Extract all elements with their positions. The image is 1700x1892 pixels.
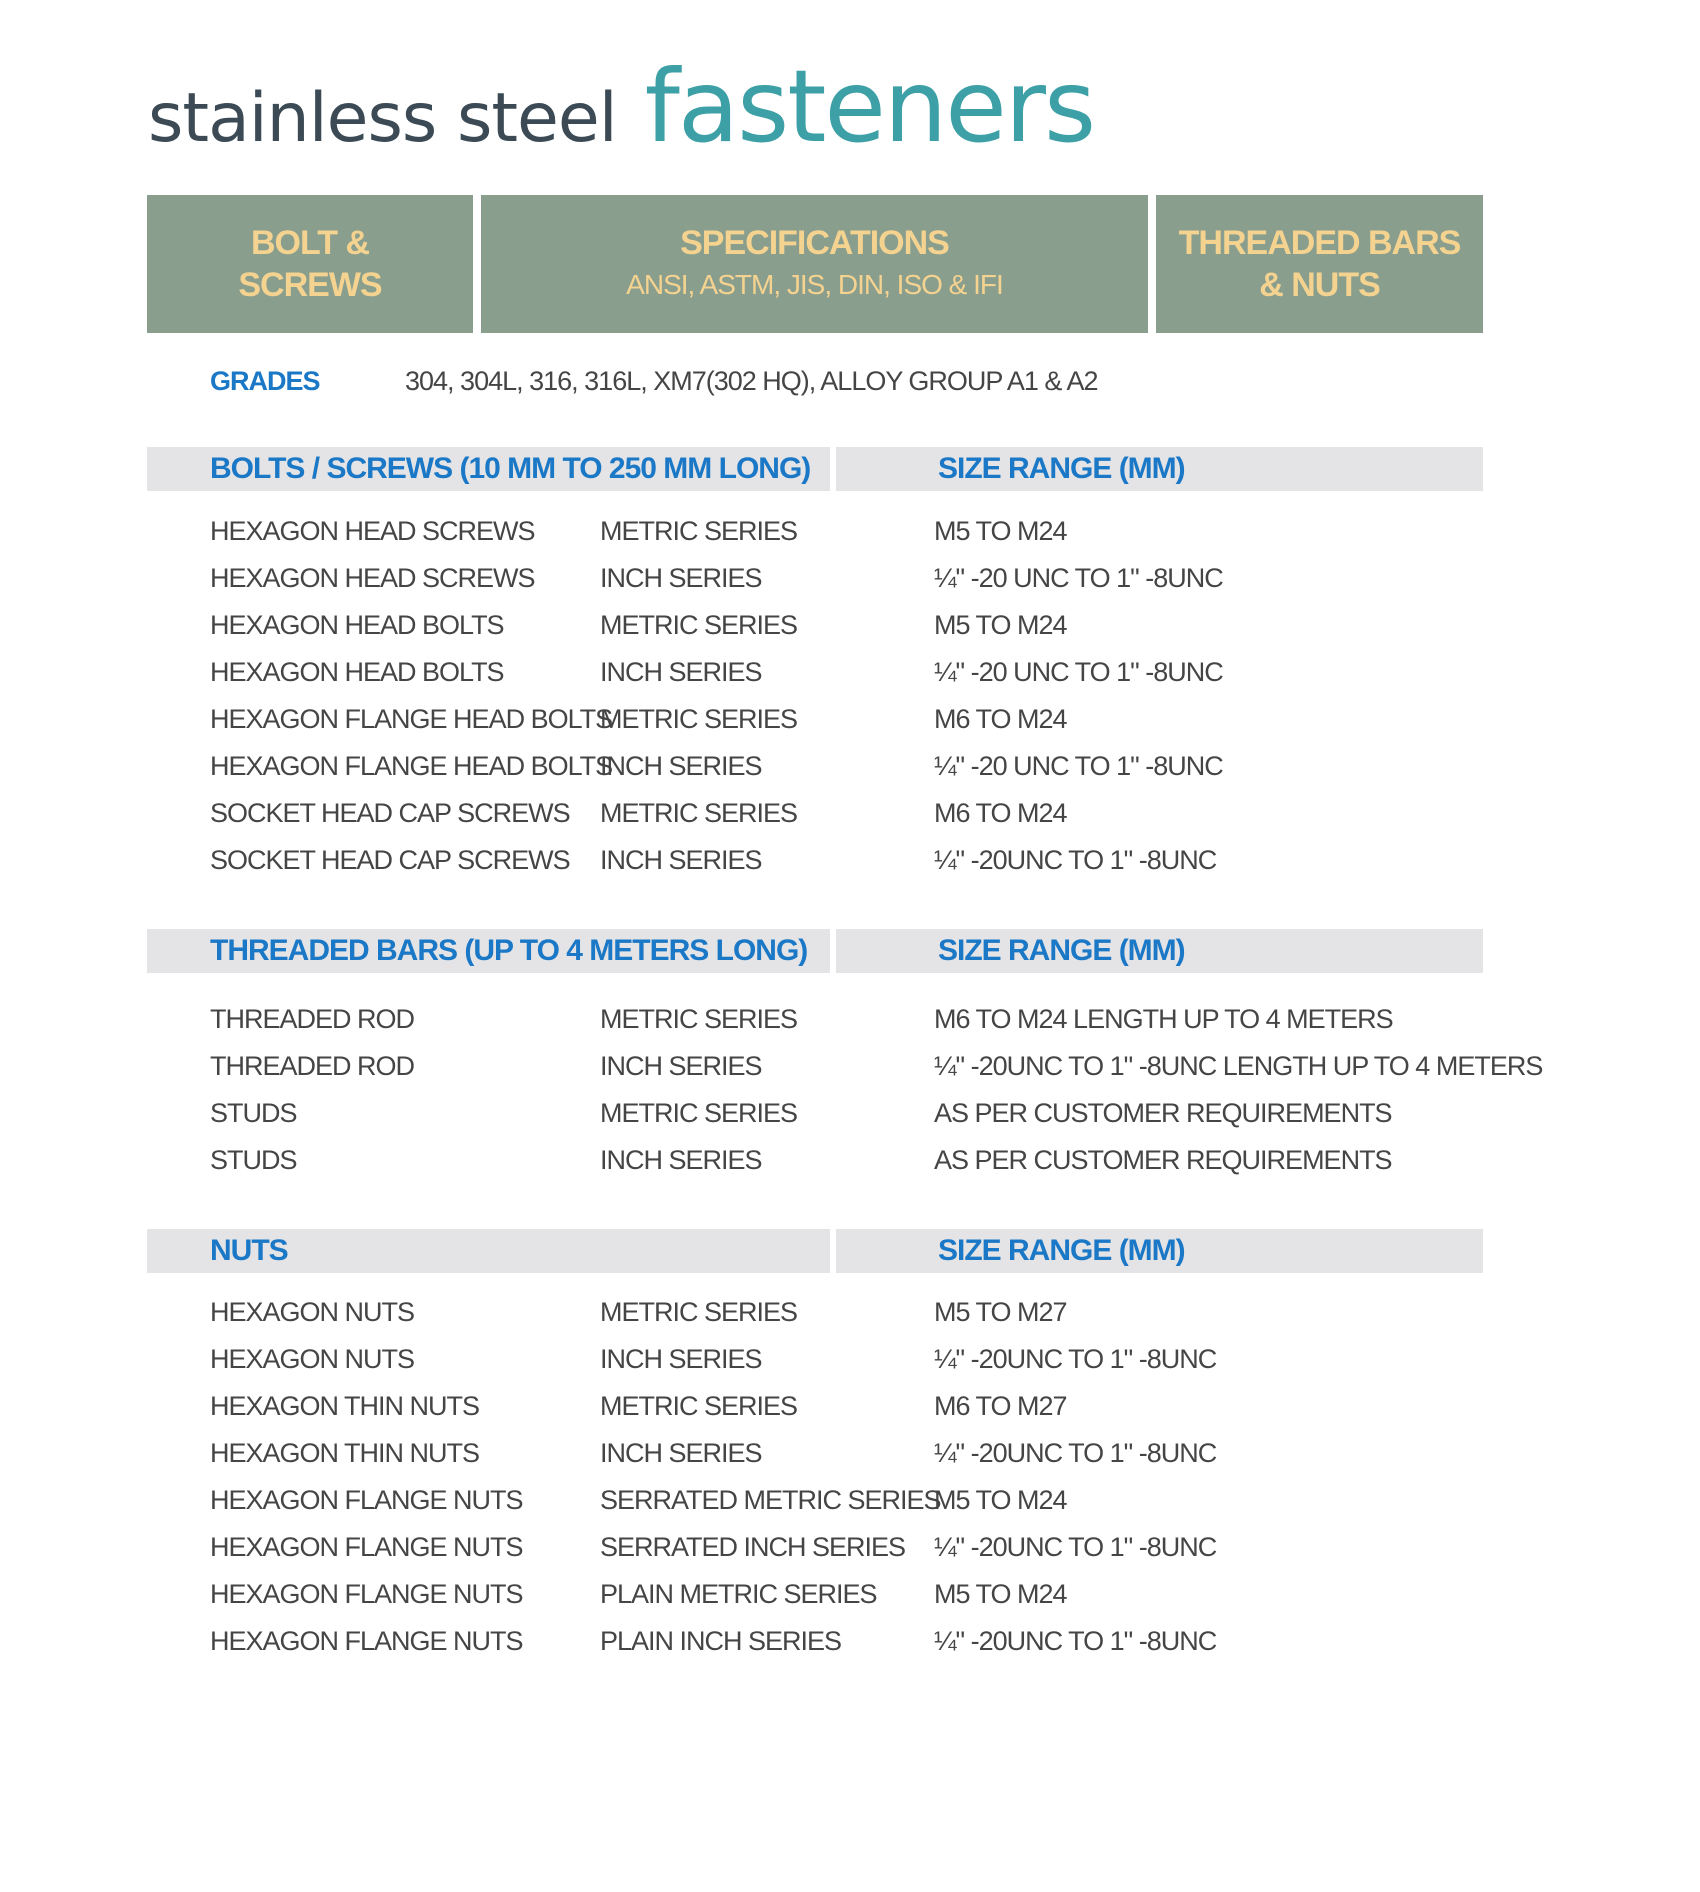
size-range: AS PER CUSTOMER REQUIREMENTS [934, 1098, 1392, 1128]
banner-spec-line1: SPECIFICATIONS [680, 224, 949, 262]
size-range: M5 TO M24 [934, 516, 1067, 546]
size-range: M5 TO M24 [934, 610, 1067, 640]
product-name: HEXAGON HEAD SCREWS [210, 563, 535, 593]
section-nuts-heading: NUTS [210, 1234, 288, 1267]
size-range: ¼" -20UNC TO 1" -8UNC [934, 1532, 1217, 1562]
product-name: HEXAGON NUTS [210, 1297, 415, 1327]
product-name: HEXAGON FLANGE NUTS [210, 1485, 523, 1515]
table-row [0, 1336, 1700, 1383]
size-range: ¼" -20UNC TO 1" -8UNC [934, 1344, 1217, 1374]
table-row [0, 1430, 1700, 1477]
page-title [148, 48, 1095, 165]
table-row [0, 602, 1700, 649]
table-row [0, 649, 1700, 696]
size-range: M5 TO M27 [934, 1297, 1067, 1327]
size-range: ¼" -20UNC TO 1" -8UNC [934, 1438, 1217, 1468]
table-row [0, 1043, 1700, 1090]
table-row [0, 1477, 1700, 1524]
series-type: SERRATED INCH SERIES [600, 1532, 906, 1562]
series-type: METRIC SERIES [600, 1297, 798, 1327]
size-range: M6 TO M24 [934, 704, 1067, 734]
table-row [0, 1090, 1700, 1137]
product-name: HEXAGON HEAD BOLTS [210, 657, 504, 687]
series-type: METRIC SERIES [600, 1098, 798, 1128]
product-name: STUDS [210, 1098, 297, 1128]
size-range: ¼" -20 UNC TO 1" -8UNC [934, 657, 1223, 687]
size-range: M5 TO M24 [934, 1485, 1067, 1515]
series-type: METRIC SERIES [600, 704, 798, 734]
table-row [0, 696, 1700, 743]
product-name: HEXAGON THIN NUTS [210, 1438, 480, 1468]
series-type: INCH SERIES [600, 657, 762, 687]
table-row [0, 996, 1700, 1043]
title-part1: stainless steel [148, 79, 617, 158]
series-type: INCH SERIES [600, 1051, 762, 1081]
table-row [0, 1137, 1700, 1184]
series-type: INCH SERIES [600, 1344, 762, 1374]
series-type: INCH SERIES [600, 1438, 762, 1468]
grades-label: GRADES [210, 366, 320, 396]
series-type: SERRATED METRIC SERIES [600, 1485, 941, 1515]
size-range: M6 TO M24 [934, 798, 1067, 828]
series-type: METRIC SERIES [600, 516, 798, 546]
size-range: ¼" -20 UNC TO 1" -8UNC [934, 563, 1223, 593]
product-name: HEXAGON FLANGE NUTS [210, 1579, 523, 1609]
product-name: HEXAGON NUTS [210, 1344, 415, 1374]
size-range: ¼" -20 UNC TO 1" -8UNC [934, 751, 1223, 781]
size-range: M6 TO M27 [934, 1391, 1067, 1421]
product-name: HEXAGON FLANGE NUTS [210, 1532, 523, 1562]
title-part2: fasteners [644, 48, 1095, 165]
product-name: SOCKET HEAD CAP SCREWS [210, 845, 570, 875]
size-range: ¼" -20UNC TO 1" -8UNC [934, 1626, 1217, 1656]
size-range: ¼" -20UNC TO 1" -8UNC [934, 845, 1217, 875]
product-name: HEXAGON FLANGE HEAD BOLTS [210, 704, 613, 734]
table-row [0, 1524, 1700, 1571]
product-name: HEXAGON FLANGE NUTS [210, 1626, 523, 1656]
series-type: METRIC SERIES [600, 1391, 798, 1421]
banner-threaded-bars-nuts [1156, 195, 1483, 333]
table-row [0, 1571, 1700, 1618]
section-bolts-size-heading: SIZE RANGE (MM) [938, 452, 1185, 485]
table-row [0, 555, 1700, 602]
banner-bars-line2: & NUTS [1259, 266, 1380, 304]
product-name: HEXAGON THIN NUTS [210, 1391, 480, 1421]
size-range: M5 TO M24 [934, 1579, 1067, 1609]
series-type: METRIC SERIES [600, 610, 798, 640]
table-row [0, 1289, 1700, 1336]
table-row [0, 743, 1700, 790]
product-name: HEXAGON FLANGE HEAD BOLTS [210, 751, 613, 781]
size-range: ¼" -20UNC TO 1" -8UNC LENGTH UP TO 4 METERS [934, 1051, 1543, 1081]
banner-bolt-screws [147, 195, 473, 333]
section-nuts-size-heading: SIZE RANGE (MM) [938, 1234, 1185, 1267]
series-type: INCH SERIES [600, 563, 762, 593]
table-row [0, 790, 1700, 837]
series-type: PLAIN METRIC SERIES [600, 1579, 877, 1609]
series-type: METRIC SERIES [600, 798, 798, 828]
banner-bolt-line2: SCREWS [238, 266, 382, 304]
table-row [0, 508, 1700, 555]
product-name: HEXAGON HEAD SCREWS [210, 516, 535, 546]
size-range: M6 TO M24 LENGTH UP TO 4 METERS [934, 1004, 1393, 1034]
product-name: HEXAGON HEAD BOLTS [210, 610, 504, 640]
table-row [0, 837, 1700, 884]
product-name: SOCKET HEAD CAP SCREWS [210, 798, 570, 828]
series-type: INCH SERIES [600, 751, 762, 781]
series-type: INCH SERIES [600, 845, 762, 875]
series-type: PLAIN INCH SERIES [600, 1626, 842, 1656]
size-range: AS PER CUSTOMER REQUIREMENTS [934, 1145, 1392, 1175]
section-bolts-heading: BOLTS / SCREWS (10 MM TO 250 MM LONG) [210, 452, 811, 485]
grades-value: 304, 304L, 316, 316L, XM7(302 HQ), ALLOY GROUP A1 & A2 [405, 366, 1098, 396]
section-bars-heading: THREADED BARS (UP TO 4 METERS LONG) [210, 934, 808, 967]
table-row [0, 1383, 1700, 1430]
series-type: INCH SERIES [600, 1145, 762, 1175]
product-name: STUDS [210, 1145, 297, 1175]
banner-spec-line2: ANSI, ASTM, JIS, DIN, ISO & IFI [626, 269, 1003, 300]
banner-bars-line1: THREADED BARS [1178, 224, 1461, 262]
banner-specifications [481, 195, 1148, 333]
table-row [0, 1618, 1700, 1665]
product-name: THREADED ROD [210, 1051, 415, 1081]
series-type: METRIC SERIES [600, 1004, 798, 1034]
section-bars-size-heading: SIZE RANGE (MM) [938, 934, 1185, 967]
product-name: THREADED ROD [210, 1004, 415, 1034]
banner-bolt-line1: BOLT & [250, 224, 369, 262]
